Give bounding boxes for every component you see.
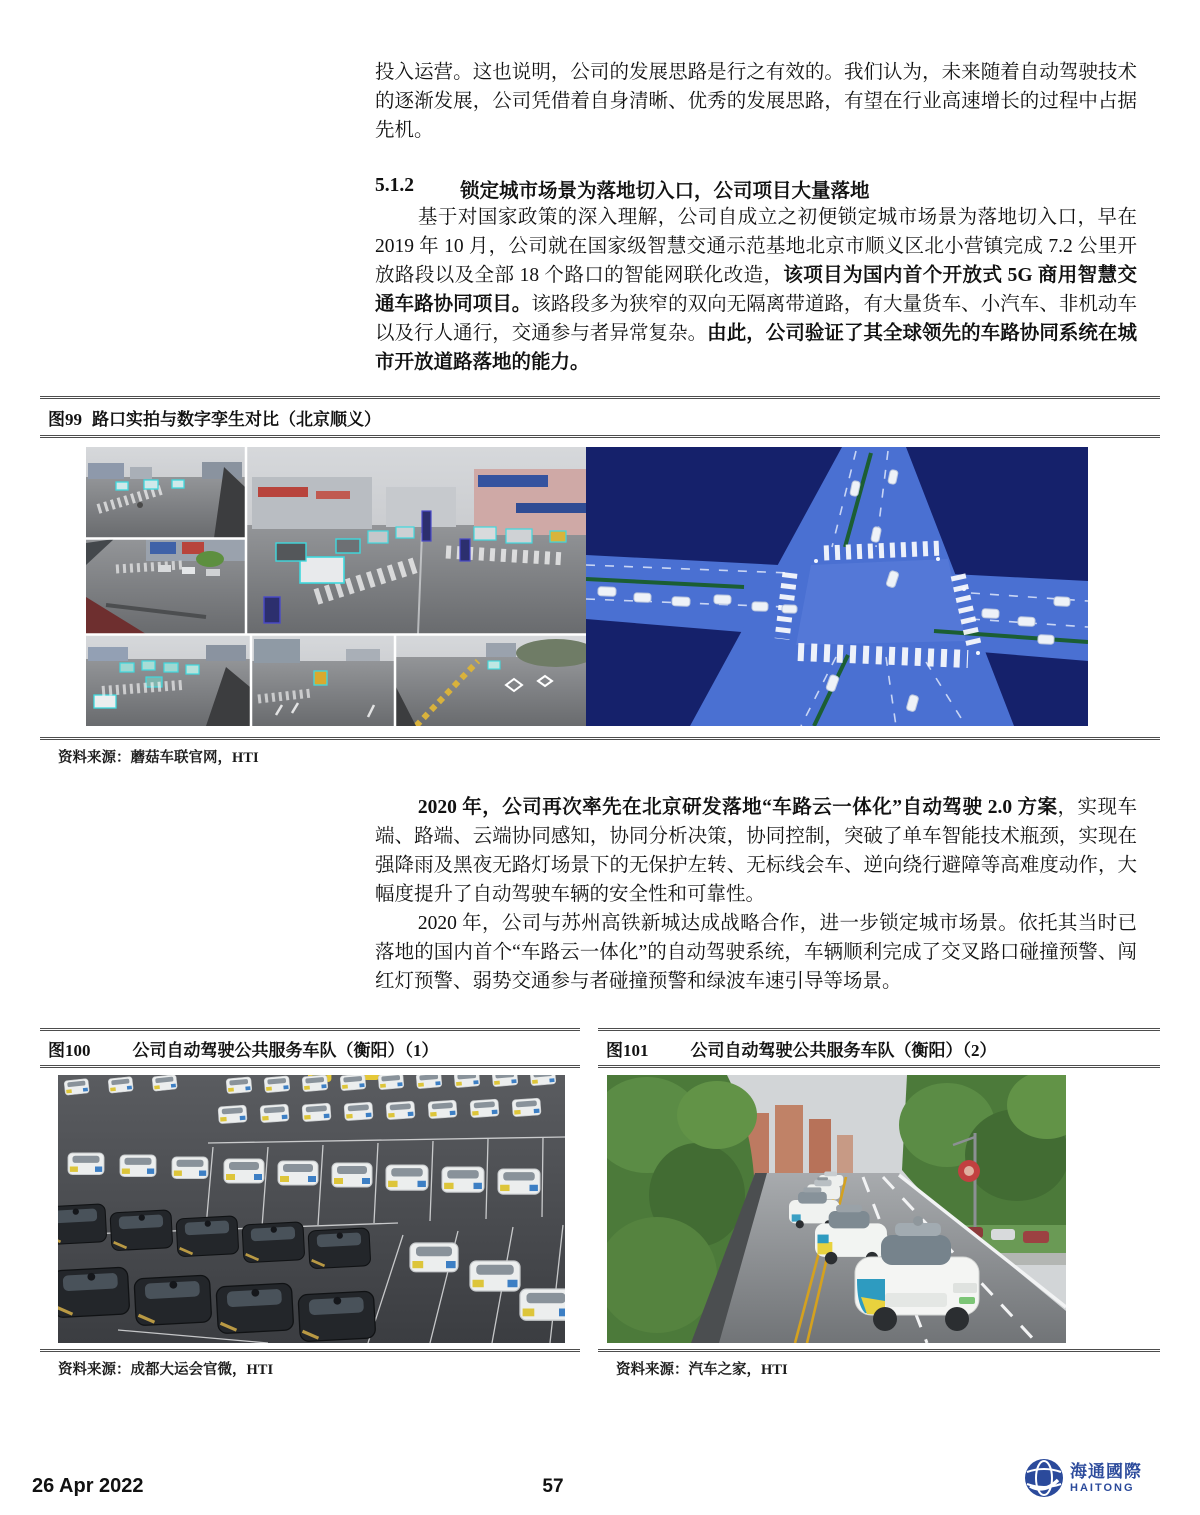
figure-99-image	[86, 447, 1088, 726]
paragraph-2	[375, 203, 1137, 377]
figure100-fleet-parking-lot	[58, 1075, 565, 1343]
section-number: 5.1.2	[375, 175, 414, 196]
figure-100-caption	[40, 1031, 580, 1065]
footer-date: 26 Apr 2022	[32, 1475, 144, 1497]
paragraph-2-normal-1: 基于对国家政策的深入理解，公司自成立之初便锁定城市场景为落地切入口，早在 2019 年 10 月，公司就在国家级智慧交通示范基地北京市顺义区北小营镇完成 7.2 公里开放路段以及全部 18 个路口的智能网联化改造，	[375, 207, 1137, 286]
figure-99-source: 资料来源：蘑菇车联官网，HTI	[58, 750, 259, 766]
figure-101-label: 图101	[606, 1040, 649, 1060]
footer-logo	[1024, 1458, 1142, 1498]
figure99-digital-twin	[586, 447, 1088, 726]
figure-101	[598, 1028, 1160, 1379]
paragraph-3	[375, 793, 1137, 909]
figure-101-caption	[598, 1031, 1160, 1065]
panel-d	[86, 635, 250, 726]
paragraph-2-bold-1: 该项目为国内首个开放式 5G 商用智慧交通车路协同项目。	[375, 265, 1137, 315]
paragraph-2-bold-2: 由此，公司验证了其全球领先的车路协同系统在城市开放道路落地的能力。	[375, 323, 1137, 373]
figure-100-title: 公司自动驾驶公共服务车队（衡阳）（1）	[132, 1040, 439, 1060]
figure-99-caption	[40, 399, 1160, 435]
figure-99-title: 路口实拍与数字孪生对比（北京顺义）	[92, 409, 381, 429]
figure-100	[40, 1028, 580, 1379]
upper-text-column	[375, 58, 1137, 377]
panel-a	[86, 447, 245, 538]
panel-b	[246, 447, 586, 634]
lower-text-column	[375, 793, 1137, 996]
figure-99-label: 图99	[48, 409, 82, 429]
haitong-globe-icon	[1024, 1458, 1064, 1498]
figure-100-source: 资料来源：成都大运会官微，HTI	[58, 1362, 274, 1378]
figure-100-bottom-rule	[40, 1349, 580, 1352]
section-title: 锁定城市场景为落地切入口，公司项目大量落地	[460, 181, 870, 202]
paragraph-3-bold-1: 2020 年，公司再次率先在北京研发落地“车路云一体化”自动驾驶 2.0 方案	[417, 797, 1058, 818]
paragraph-2-normal-2: 该路段多为狭窄的双向无隔离带道路，有大量货车、小汽车、非机动车以及行人通行，交通参与者异常复杂。	[375, 294, 1137, 344]
figure-101-bottom-rule	[598, 1349, 1160, 1352]
paragraph-3-normal-1: ，实现车端、路端、云端协同感知，协同分析决策，协同控制，突破了单车智能技术瓶颈，实现在强降雨及黑夜无路灯场景下的无保护左转、无标线会车、逆向绕行避障等高难度动作，大幅度提升了自动驾驶车辆的安全性和可靠性。	[375, 797, 1137, 905]
logo-chinese-name: 海通國際	[1070, 1461, 1142, 1481]
figure-101-image	[607, 1075, 1066, 1343]
paragraph-1-text: 投入运营。这也说明，公司的发展思路是行之有效的。我们认为，未来随着自动驾驶技术的逐渐发展，公司凭借着自身清晰、优秀的发展思路，有望在行业高速增长的过程中占据先机。	[375, 62, 1137, 141]
figure-99-caption-rule	[40, 435, 1160, 438]
figure-101-title: 公司自动驾驶公共服务车队（衡阳）（2）	[690, 1040, 997, 1060]
figure-101-source: 资料来源：汽车之家，HTI	[616, 1362, 788, 1378]
paragraph-1	[375, 58, 1137, 145]
figure101-fleet-on-road	[607, 1075, 1066, 1343]
panel-e	[252, 635, 394, 726]
figure99-camera-collage	[86, 447, 586, 726]
logo-english-name: HAITONG	[1070, 1481, 1135, 1494]
figure-99	[40, 396, 1160, 767]
figure-101-caption-rule	[598, 1065, 1160, 1068]
figure-99-bottom-rule	[40, 737, 1160, 740]
logo-text	[1070, 1463, 1142, 1494]
figure-100-caption-rule	[40, 1065, 580, 1068]
footer-page-number: 57	[542, 1476, 564, 1497]
panel-c	[86, 539, 245, 634]
paragraph-4-text: 2020 年，公司与苏州高铁新城达成战略合作，进一步锁定城市场景。依托其当时已落地的国内首个“车路云一体化”的自动驾驶系统，车辆顺利完成了交叉路口碰撞预警、闯红灯预警、弱势交通参与者碰撞预警和绿波车速引导等场景。	[375, 913, 1137, 992]
panel-f	[396, 635, 586, 726]
figure-100-label: 图100	[48, 1040, 91, 1060]
section-heading	[375, 175, 1137, 203]
paragraph-4	[375, 909, 1137, 996]
figure-100-image	[58, 1075, 565, 1343]
